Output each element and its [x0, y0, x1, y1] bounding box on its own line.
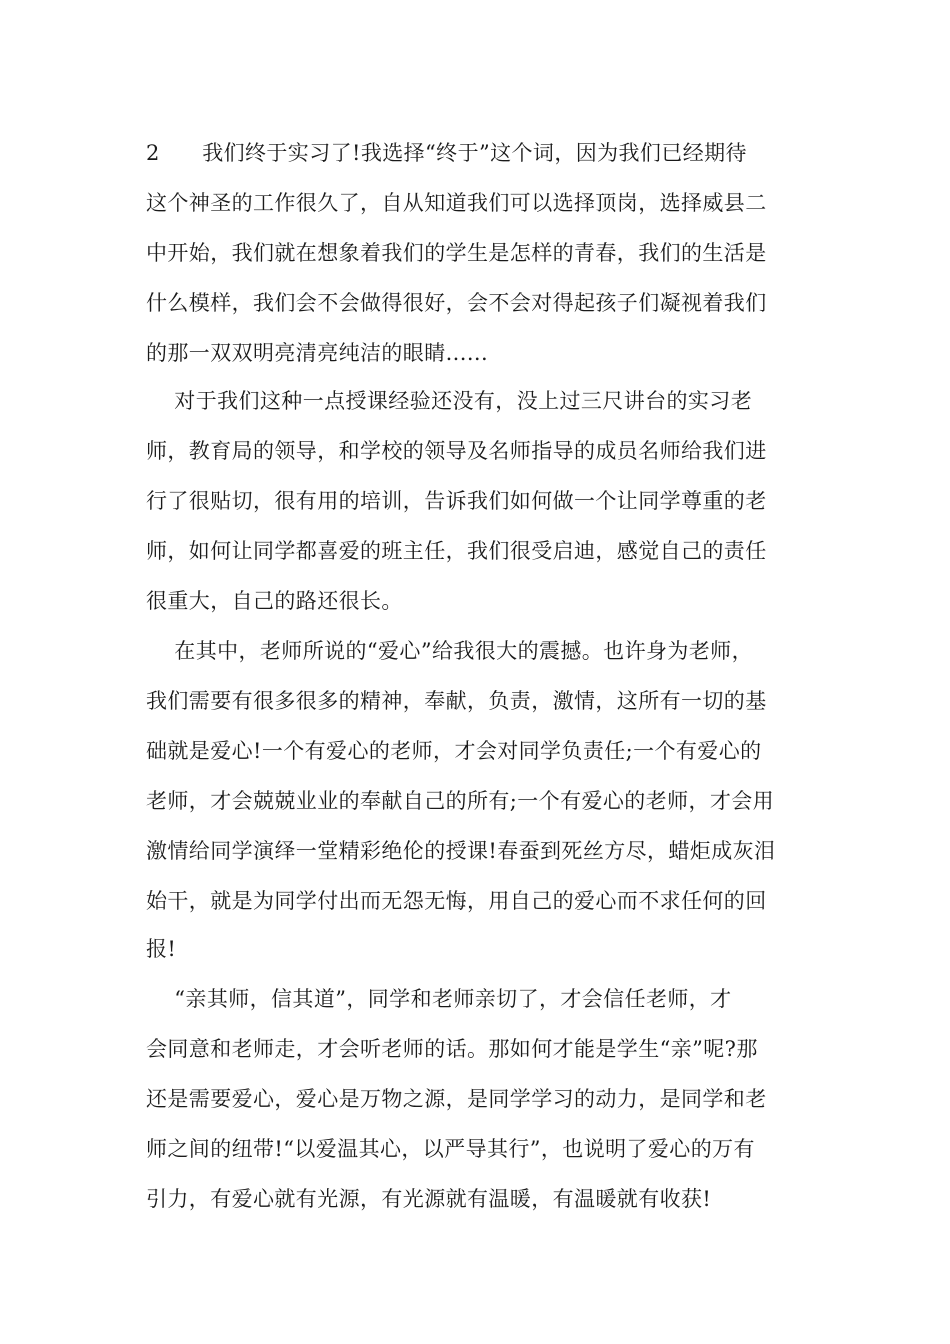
text-line: 始干，就是为同学付出而无怨无悔，用自己的爱心而不求任何的回: [146, 889, 767, 913]
text-line: 师，如何让同学都喜爱的班主任，我们很受启迪，感觉自己的责任: [146, 539, 767, 563]
text-line: 础就是爱心!一个有爱心的老师，才会对同学负责任;一个有爱心的: [146, 739, 762, 763]
text-line: 行了很贴切，很有用的培训，告诉我们如何做一个让同学尊重的老: [146, 489, 767, 513]
text-line: 会同意和老师走，才会听老师的话。那如何才能是学生“亲”呢?那: [146, 1037, 758, 1061]
text-line: 还是需要爱心，爱心是万物之源，是同学学习的动力，是同学和老: [146, 1087, 767, 1111]
text-line: 这个神圣的工作很久了，自从知道我们可以选择顶岗，选择威县二: [146, 191, 767, 215]
text-line: 激情给同学演绎一堂精彩绝伦的授课!春蚕到死丝方尽，蜡炬成灰泪: [146, 839, 776, 863]
text-line: 我们需要有很多很多的精神，奉献，负责，激情，这所有一切的基: [146, 689, 767, 713]
text-line: 的那一双双明亮清亮纯洁的眼睛......: [146, 341, 489, 365]
text-line: “亲其师，信其道”，同学和老师亲切了，才会信任老师，才: [146, 987, 732, 1011]
text-line: 什么模样，我们会不会做得很好，会不会对得起孩子们凝视着我们: [146, 291, 767, 315]
text-line: 2 我们终于实习了!我选择“终于”这个词，因为我们已经期待: [146, 141, 747, 165]
text-line: 师之间的纽带!“以爱温其心，以严导其行”，也说明了爱心的万有: [146, 1137, 755, 1161]
text-line: 引力，有爱心就有光源，有光源就有温暖，有温暖就有收获!: [146, 1187, 712, 1211]
text-line: 师，教育局的领导，和学校的领导及名师指导的成员名师给我们进: [146, 439, 767, 463]
text-line: 老师，才会兢兢业业的奉献自己的所有;一个有爱心的老师，才会用: [146, 789, 775, 813]
text-line: 报!: [146, 937, 177, 961]
text-line: 在其中，老师所说的“爱心”给我很大的震撼。也许身为老师，: [146, 639, 753, 663]
text-line: 对于我们这种一点授课经验还没有，没上过三尺讲台的实习老: [146, 389, 753, 413]
text-line: 很重大，自己的路还很长。: [146, 589, 403, 613]
text-line: 中开始，我们就在想象着我们的学生是怎样的青春，我们的生活是: [146, 241, 767, 265]
